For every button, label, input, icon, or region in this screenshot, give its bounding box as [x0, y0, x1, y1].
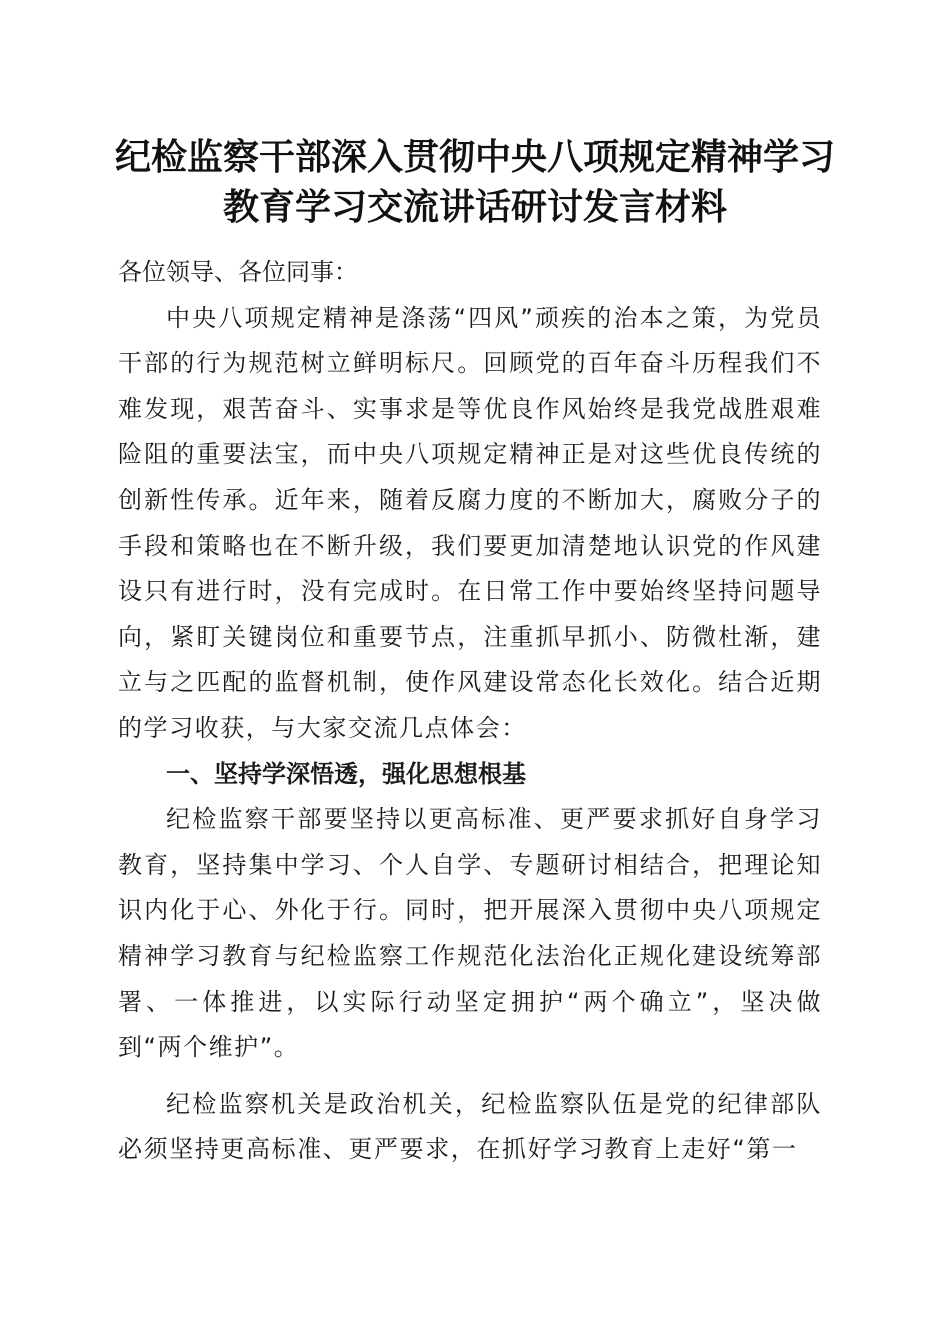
document-title-line-2: 教育学习交流讲话研讨发言材料: [222, 186, 727, 228]
paragraph-organ: 纪检监察机关是政治机关，纪检监察队伍是党的纪律部队必须坚持更高标准、更严要求，在抓好学习教育上走好“第一: [118, 1089, 822, 1164]
document-title-line-1: 纪检监察干部深入贯彻中央八项规定精神学习: [114, 136, 835, 178]
greeting: 各位领导、各位同事：: [118, 258, 358, 286]
document-body: [118, 250, 822, 1173]
paragraph-intro: 中央八项规定精神是涤荡“四风”顽疾的治本之策，为党员干部的行为规范树立鲜明标尺。回顾党的百年奋斗历程我们不难发现，艰苦奋斗、实事求是等优良作风始终是我党战胜艰难险阻的重要法宝，而中央八项规定精神正是对这些优良传统的创新性传承。近年来，随着反腐力度的不断加大，腐败分子的手段和策略也在不断升级，我们要更加清楚地认识党的作风建设只有进行时，没有完成时。在日常工作中要始终坚持问题导向，紧盯关键岗位和重要节点，注重抓早抓小、防微杜渐，建立与之匹配的监督机制，使作风建设常态化长效化。结合近期的学习收获，与大家交流几点体会：: [118, 303, 822, 742]
paragraph-study: 纪检监察干部要坚持以更高标准、更严要求抓好自身学习教育，坚持集中学习、个人自学、专题研讨相结合，把理论知识内化于心、外化于行。同时，把开展深入贯彻中央八项规定精神学习教育与纪检监察工作规范化法治化正规化建设统筹部署、一体推进，以实际行动坚定拥护“两个确立”，坚决做到“两个维护”。: [118, 805, 822, 1062]
section-heading: 一、坚持学深悟透，强化思想根基: [166, 759, 526, 788]
document-title: [100, 132, 850, 232]
